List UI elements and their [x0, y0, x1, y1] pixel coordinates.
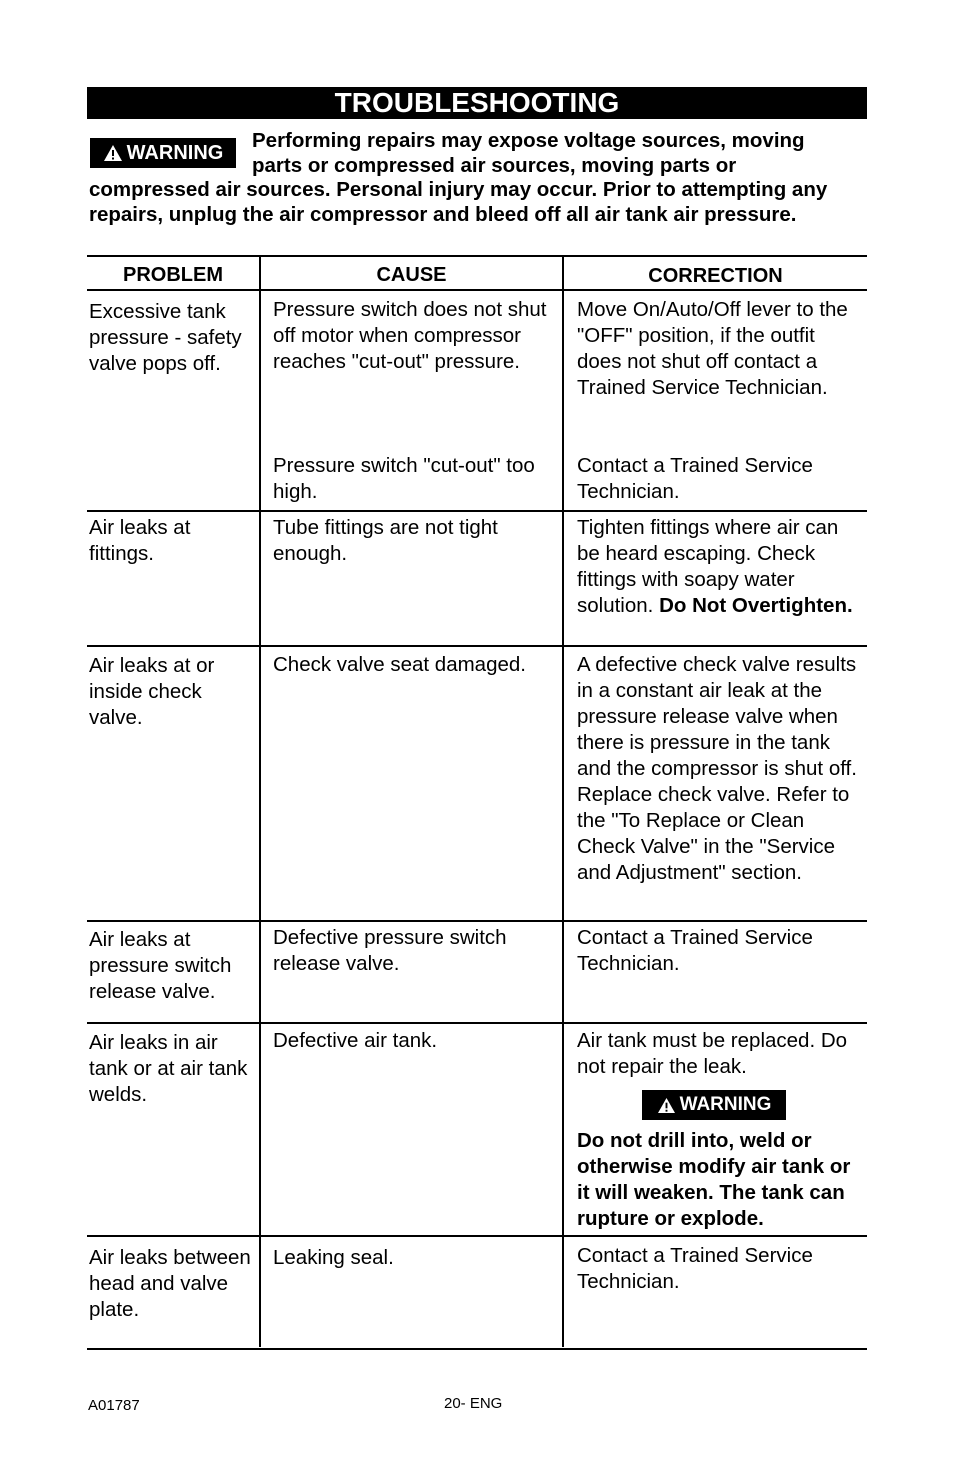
header-correction: CORRECTION	[648, 265, 783, 287]
cause-cell: Defective pressure switch release valve.	[273, 926, 507, 975]
correction-warning-text: Do not drill into, weld or otherwise modify air tank or it will weaken. The tank can rupture or explode.	[577, 1129, 851, 1230]
warning-text-block	[89, 129, 849, 227]
row-divider	[87, 510, 867, 512]
warning-text: Performing repairs may expose voltage sources, moving parts or compressed air sources, moving parts or compressed air sources. Personal injury may occur. Prior to attempting any repairs, unplug the air compressor and bleed off all air tank air pressure.	[89, 129, 828, 226]
correction-cell: Contact a Trained Service Technician.	[577, 1244, 813, 1293]
cause-cell: Defective air tank.	[273, 1029, 438, 1052]
warning-badge-label: WARNING	[679, 1094, 772, 1115]
header-cause: CAUSE	[376, 264, 447, 286]
table-bottom-rule	[87, 1348, 867, 1350]
page-title: TROUBLESHOOTING	[87, 87, 867, 119]
problem-cell: Air leaks at or inside check valve.	[89, 654, 215, 729]
column-divider	[259, 255, 261, 1347]
row-divider	[87, 1235, 867, 1237]
warning-badge-label: WARNING	[126, 141, 224, 164]
cause-cell: Pressure switch "cut-out" too high.	[273, 454, 535, 503]
page-number: 20- ENG	[444, 1395, 503, 1412]
cause-cell: Pressure switch does not shut off motor when compressor reaches "cut-out" pressure.	[273, 298, 547, 373]
problem-cell: Air leaks in air tank or at air tank welds.	[89, 1031, 248, 1106]
row-divider	[87, 920, 867, 922]
table-top-rule	[87, 255, 867, 257]
document-code: A01787	[88, 1397, 140, 1414]
correction-cell	[577, 515, 862, 619]
problem-cell: Air leaks at pressure switch release valve.	[89, 928, 232, 1003]
problem-cell: Air leaks between head and valve plate.	[89, 1246, 251, 1321]
warning-triangle-icon	[657, 1097, 676, 1114]
cause-cell: Check valve seat damaged.	[273, 653, 526, 676]
correction-cell: Contact a Trained Service Technician.	[577, 926, 813, 975]
cause-cell: Tube fittings are not tight enough.	[273, 516, 498, 565]
correction-text: Tighten fittings where air can be heard escaping. Check fittings with soapy water solution.	[577, 516, 839, 617]
correction-cell: A defective check valve results in a constant air leak at the pressure release valve when there is pressure in the tank and the compressor is shut off. Replace check valve. Refer to the "To Replace or Clean Check Valve" in the "Service and Adjustment" section.	[577, 653, 857, 884]
column-divider	[562, 255, 564, 1347]
cause-cell: Leaking seal.	[273, 1246, 394, 1269]
problem-cell: Air leaks at fittings.	[89, 516, 191, 565]
header-rule	[87, 289, 867, 291]
row-divider	[87, 1022, 867, 1024]
problem-cell: Excessive tank pressure - safety valve pops off.	[89, 300, 242, 375]
correction-cell: Move On/Auto/Off lever to the "OFF" position, if the outfit does not shut off contact a Trained Service Technician.	[577, 298, 848, 399]
correction-cell: Contact a Trained Service Technician.	[577, 454, 813, 503]
header-problem: PROBLEM	[123, 264, 223, 286]
warning-badge	[642, 1090, 786, 1120]
row-divider	[87, 645, 867, 647]
correction-cell: Air tank must be replaced. Do not repair the leak.	[577, 1029, 848, 1078]
correction-emphasis: Do Not Overtighten.	[659, 594, 853, 617]
